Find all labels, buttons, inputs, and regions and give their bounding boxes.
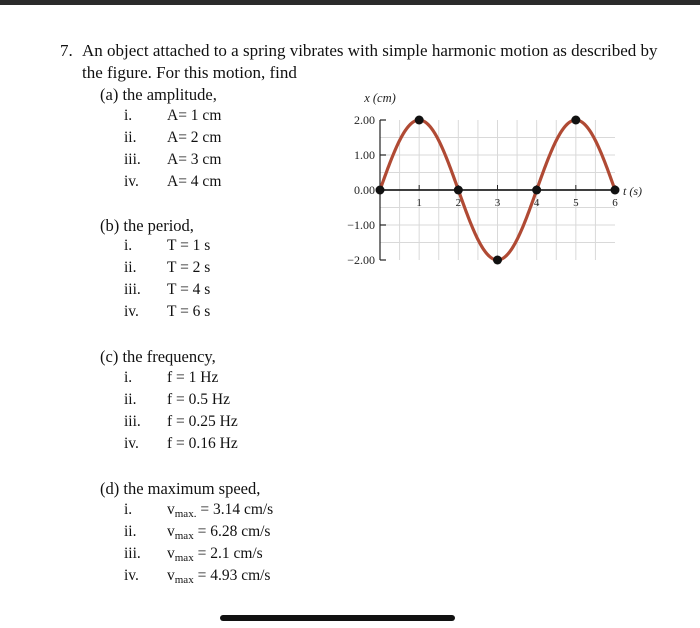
question-text-line-2: the figure. For this motion, find bbox=[82, 63, 297, 82]
speed-symbol: v bbox=[167, 501, 175, 518]
option-number: i. bbox=[124, 237, 133, 254]
speed-symbol: v bbox=[167, 523, 175, 540]
option-number: i. bbox=[124, 369, 133, 386]
option-number: ii. bbox=[124, 129, 137, 146]
option-number: i. bbox=[124, 107, 133, 124]
data-point-marker bbox=[376, 186, 385, 195]
speed-subscript: max bbox=[174, 530, 194, 542]
data-point-marker bbox=[532, 186, 541, 195]
x-tick-label: 5 bbox=[573, 197, 579, 209]
option-text: T = 6 s bbox=[167, 303, 211, 320]
x-tick-label: 6 bbox=[612, 197, 618, 209]
x-tick-label: 3 bbox=[494, 197, 501, 209]
option-number: iv. bbox=[124, 567, 139, 584]
y-tick-label: −1.00 bbox=[347, 218, 375, 232]
option-text: f = 0.16 Hz bbox=[167, 435, 238, 452]
data-point-marker bbox=[493, 256, 502, 265]
top-border bbox=[0, 0, 700, 5]
option-text: = 3.14 cm/s bbox=[196, 501, 274, 518]
option-text: = 2.1 cm/s bbox=[193, 545, 263, 562]
option-text: A= 2 cm bbox=[167, 129, 222, 146]
speed-subscript: max bbox=[174, 574, 194, 586]
x-tick-label: 2 bbox=[455, 197, 462, 209]
option-text: A= 4 cm bbox=[167, 173, 222, 190]
option-number: iv. bbox=[124, 173, 139, 190]
option-text: f = 1 Hz bbox=[167, 369, 219, 386]
option-text: A= 3 cm bbox=[167, 151, 222, 168]
option-number: iv. bbox=[124, 303, 139, 320]
speed-symbol: v bbox=[167, 567, 175, 584]
part-a-label: (a) the amplitude, bbox=[100, 85, 217, 104]
data-point-marker bbox=[415, 116, 424, 125]
data-point-marker bbox=[454, 186, 463, 195]
data-point-marker bbox=[611, 186, 620, 195]
option-text: A= 1 cm bbox=[167, 107, 222, 124]
option-number: iii. bbox=[124, 281, 141, 298]
data-point-marker bbox=[571, 116, 580, 125]
speed-symbol: v bbox=[167, 545, 175, 562]
option-text: T = 4 s bbox=[167, 281, 211, 298]
part-d-label: (d) the maximum speed, bbox=[100, 479, 261, 498]
option-number: i. bbox=[124, 501, 133, 518]
y-tick-label: 0.00 bbox=[354, 183, 375, 197]
y-tick-label: 2.00 bbox=[354, 113, 375, 127]
x-tick-label: 4 bbox=[533, 197, 540, 209]
option-text: f = 0.25 Hz bbox=[167, 413, 238, 430]
option-number: ii. bbox=[124, 259, 137, 276]
option-number: ii. bbox=[124, 523, 137, 540]
option-text: T = 1 s bbox=[167, 237, 211, 254]
y-axis-label: x (cm) bbox=[364, 91, 396, 105]
option-number: iii. bbox=[124, 545, 141, 562]
option-text: f = 0.5 Hz bbox=[167, 391, 230, 408]
option-number: iii. bbox=[124, 151, 141, 168]
option-number: iv. bbox=[124, 435, 139, 452]
option-text: T = 2 s bbox=[167, 259, 211, 276]
part-c-label: (c) the frequency, bbox=[100, 347, 216, 366]
speed-subscript: max bbox=[174, 552, 194, 564]
option-number: ii. bbox=[124, 391, 137, 408]
home-indicator bbox=[220, 615, 455, 621]
speed-subscript: max. bbox=[174, 508, 197, 520]
x-axis-label: t (s) bbox=[623, 184, 642, 198]
part-b-label: (b) the period, bbox=[100, 216, 194, 235]
question-text-line-1: An object attached to a spring vibrates with simple harmonic motion as described by bbox=[82, 41, 658, 60]
question-number: 7. bbox=[60, 41, 73, 60]
y-tick-label: −2.00 bbox=[347, 253, 375, 267]
x-tick-label: 1 bbox=[416, 197, 422, 209]
option-text: = 6.28 cm/s bbox=[193, 523, 271, 540]
position-time-graph bbox=[330, 85, 660, 275]
option-number: iii. bbox=[124, 413, 141, 430]
y-tick-label: 1.00 bbox=[354, 148, 375, 162]
option-text: = 4.93 cm/s bbox=[193, 567, 271, 584]
